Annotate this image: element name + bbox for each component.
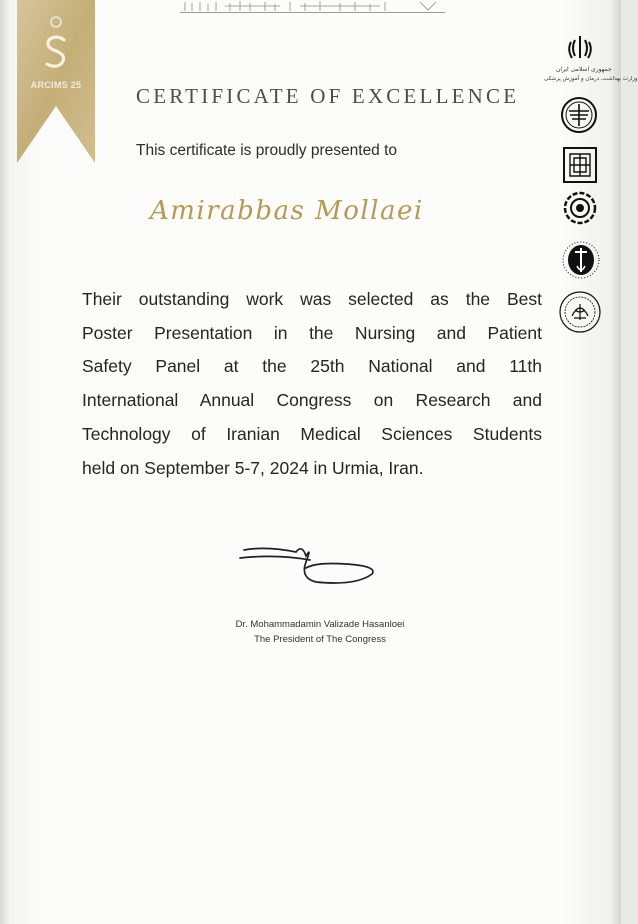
rosette-emblem-icon — [562, 190, 598, 226]
citation-line: Safety Panel at the 25th National and 11th — [82, 356, 542, 377]
torch-emblem-icon — [558, 236, 604, 284]
citation-paragraph — [82, 283, 542, 485]
signer-name: Dr. Mohammadamin Valizade Hasanloei — [235, 619, 405, 630]
signature — [236, 538, 386, 605]
citation-line: Poster Presentation in the Nursing and Patient — [82, 322, 542, 343]
ribbon-label: ARCIMS 25 — [30, 80, 82, 90]
logo-column — [544, 30, 638, 350]
top-decorative-strip — [180, 0, 445, 13]
ministry-line-2: وزارت بهداشت، درمان و آموزش پزشکی — [544, 76, 638, 82]
recipient-name: Amirabbas Mollaei — [150, 196, 424, 226]
seal-emblem-icon — [558, 290, 602, 334]
citation-line: Their outstanding work was selected as the Best — [82, 289, 542, 309]
certificate-title: CERTIFICATE OF EXCELLENCE — [136, 84, 520, 108]
university-logo-icon — [560, 96, 598, 134]
ministry-line-1: جمهوری اسلامی ایران — [556, 66, 612, 73]
citation-line: International Annual Congress on Research and — [82, 390, 542, 411]
arcims-ribbon — [17, 0, 95, 163]
presented-to-text: This certificate is proudly presented to — [136, 142, 398, 159]
signer-role: The President of The Congress — [254, 634, 386, 645]
citation-line: held on September 5-7, 2024 in Urmia, Iran. — [82, 457, 424, 478]
citation-line: Technology of Iranian Medical Sciences Students — [82, 423, 542, 444]
iran-emblem-icon — [568, 34, 592, 62]
knot-emblem-icon — [562, 146, 598, 184]
arcims-s-logo-icon — [42, 14, 70, 74]
